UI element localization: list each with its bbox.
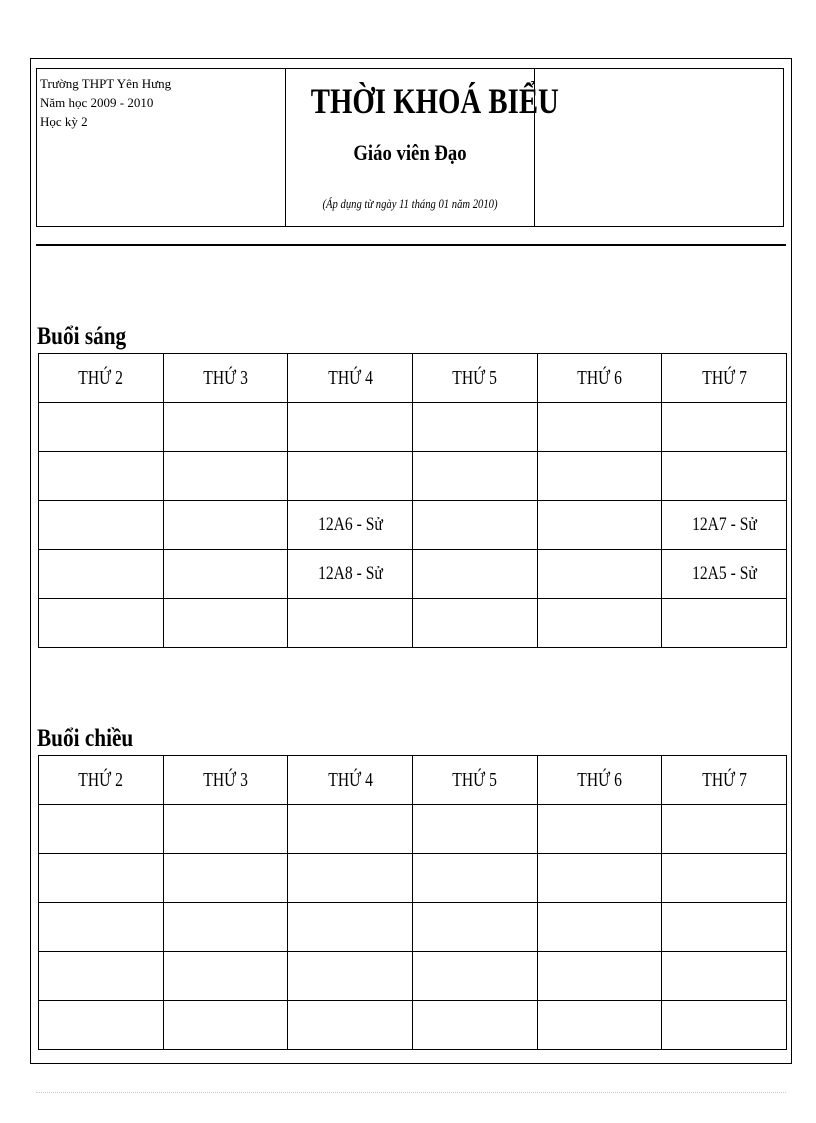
timetable-cell: [39, 452, 164, 501]
table-row: [39, 403, 787, 452]
morning-day-label: THỨ 5: [452, 366, 498, 389]
timetable-cell: [537, 452, 662, 501]
timetable-cell: [537, 1001, 662, 1050]
timetable-cell: [39, 599, 164, 648]
class-subject: 12A7 - Sử: [691, 514, 757, 535]
timetable-cell: [288, 403, 413, 452]
timetable-cell: [537, 903, 662, 952]
timetable-cell: [163, 501, 288, 550]
header-blank-cell: [535, 69, 783, 226]
timetable-cell: [163, 599, 288, 648]
timetable-cell: [662, 854, 787, 903]
timetable-cell: [662, 550, 787, 599]
timetable-cell: [537, 599, 662, 648]
table-row: [39, 805, 787, 854]
afternoon-day-label: THỨ 4: [327, 768, 373, 791]
afternoon-day-header: [163, 756, 288, 805]
table-row: [39, 952, 787, 1001]
morning-day-label: THỨ 4: [327, 366, 373, 389]
timetable-cell: [412, 599, 537, 648]
class-subject: 12A8 - Sử: [317, 563, 383, 584]
timetable-cell: [662, 599, 787, 648]
morning-label: Buổi sáng: [37, 323, 127, 350]
timetable-cell: [163, 1001, 288, 1050]
timetable-cell: [163, 452, 288, 501]
timetable-cell: [662, 452, 787, 501]
timetable-cell: [39, 805, 164, 854]
morning-day-label: THỨ 6: [577, 366, 622, 389]
timetable-cell: [537, 501, 662, 550]
timetable-cell: [39, 403, 164, 452]
timetable-cell: [39, 952, 164, 1001]
morning-timetable: [38, 353, 787, 648]
table-row: [39, 550, 787, 599]
afternoon-day-label: THỨ 7: [701, 768, 747, 791]
table-row: [39, 599, 787, 648]
afternoon-timetable: [38, 755, 787, 1050]
afternoon-day-label: THỨ 6: [577, 768, 622, 791]
morning-day-label: THỨ 7: [701, 366, 747, 389]
timetable-cell: [288, 1001, 413, 1050]
semester: Học kỳ 2: [40, 114, 88, 129]
afternoon-day-header: [662, 756, 787, 805]
afternoon-day-header: [537, 756, 662, 805]
timetable-cell: [39, 550, 164, 599]
timetable-cell: [288, 550, 413, 599]
timetable-cell: [39, 854, 164, 903]
timetable-cell: [163, 403, 288, 452]
timetable-cell: [537, 854, 662, 903]
timetable-cell: [662, 952, 787, 1001]
applied-date: (Áp dụng từ ngày 11 tháng 01 năm 2010): [322, 197, 498, 211]
afternoon-header-row: [39, 756, 787, 805]
timetable-cell: [39, 903, 164, 952]
timetable-cell: [163, 952, 288, 1001]
morning-day-header: [163, 354, 288, 403]
timetable-cell: [288, 805, 413, 854]
school-year: Năm học 2009 - 2010: [40, 95, 154, 110]
timetable-cell: [412, 452, 537, 501]
afternoon-day-label: THỨ 5: [452, 768, 498, 791]
table-row: [39, 452, 787, 501]
table-row: [39, 501, 787, 550]
timetable-cell: [537, 550, 662, 599]
timetable-cell: [163, 550, 288, 599]
timetable-cell: [537, 805, 662, 854]
morning-day-header: [412, 354, 537, 403]
timetable-cell: [163, 903, 288, 952]
afternoon-day-header: [39, 756, 164, 805]
table-row: [39, 1001, 787, 1050]
header-divider: [36, 244, 786, 246]
class-subject: 12A5 - Sử: [691, 563, 757, 584]
timetable-cell: [39, 501, 164, 550]
table-row: [39, 854, 787, 903]
morning-day-label: THỨ 3: [203, 366, 248, 389]
timetable-cell: [288, 452, 413, 501]
timetable-cell: [662, 805, 787, 854]
timetable-cell: [662, 1001, 787, 1050]
timetable-cell: [412, 854, 537, 903]
timetable-cell: [412, 403, 537, 452]
morning-header-row: [39, 354, 787, 403]
timetable-cell: [288, 599, 413, 648]
timetable-cell: [412, 952, 537, 1001]
school-info: [37, 69, 286, 226]
timetable-cell: [662, 903, 787, 952]
table-row: [39, 903, 787, 952]
header-box: [36, 68, 784, 227]
timetable-cell: [163, 805, 288, 854]
bottom-dotted-line: [36, 1092, 786, 1093]
timetable-cell: [537, 403, 662, 452]
morning-day-label: THỨ 2: [78, 366, 124, 389]
timetable-cell: [288, 501, 413, 550]
page-title: THỜI KHOÁ BIỂU: [310, 81, 559, 121]
timetable-cell: [412, 805, 537, 854]
afternoon-label: Buổi chiều: [37, 725, 134, 752]
timetable-cell: [288, 854, 413, 903]
afternoon-day-header: [288, 756, 413, 805]
timetable-cell: [537, 952, 662, 1001]
title-block: [286, 69, 559, 226]
morning-day-header: [537, 354, 662, 403]
timetable-cell: [288, 903, 413, 952]
school-name: Trường THPT Yên Hưng: [40, 76, 172, 91]
timetable-cell: [412, 903, 537, 952]
timetable-cell: [288, 952, 413, 1001]
morning-day-header: [662, 354, 787, 403]
timetable-cell: [163, 854, 288, 903]
timetable-cell: [662, 403, 787, 452]
class-subject: 12A6 - Sử: [317, 514, 383, 535]
timetable-cell: [412, 501, 537, 550]
afternoon-day-header: [412, 756, 537, 805]
afternoon-day-label: THỨ 3: [203, 768, 248, 791]
timetable-cell: [662, 501, 787, 550]
timetable-cell: [412, 1001, 537, 1050]
teacher-name: Giáo viên Đạo: [353, 140, 467, 165]
morning-day-header: [39, 354, 164, 403]
morning-day-header: [288, 354, 413, 403]
afternoon-day-label: THỨ 2: [78, 768, 124, 791]
timetable-cell: [39, 1001, 164, 1050]
timetable-cell: [412, 550, 537, 599]
